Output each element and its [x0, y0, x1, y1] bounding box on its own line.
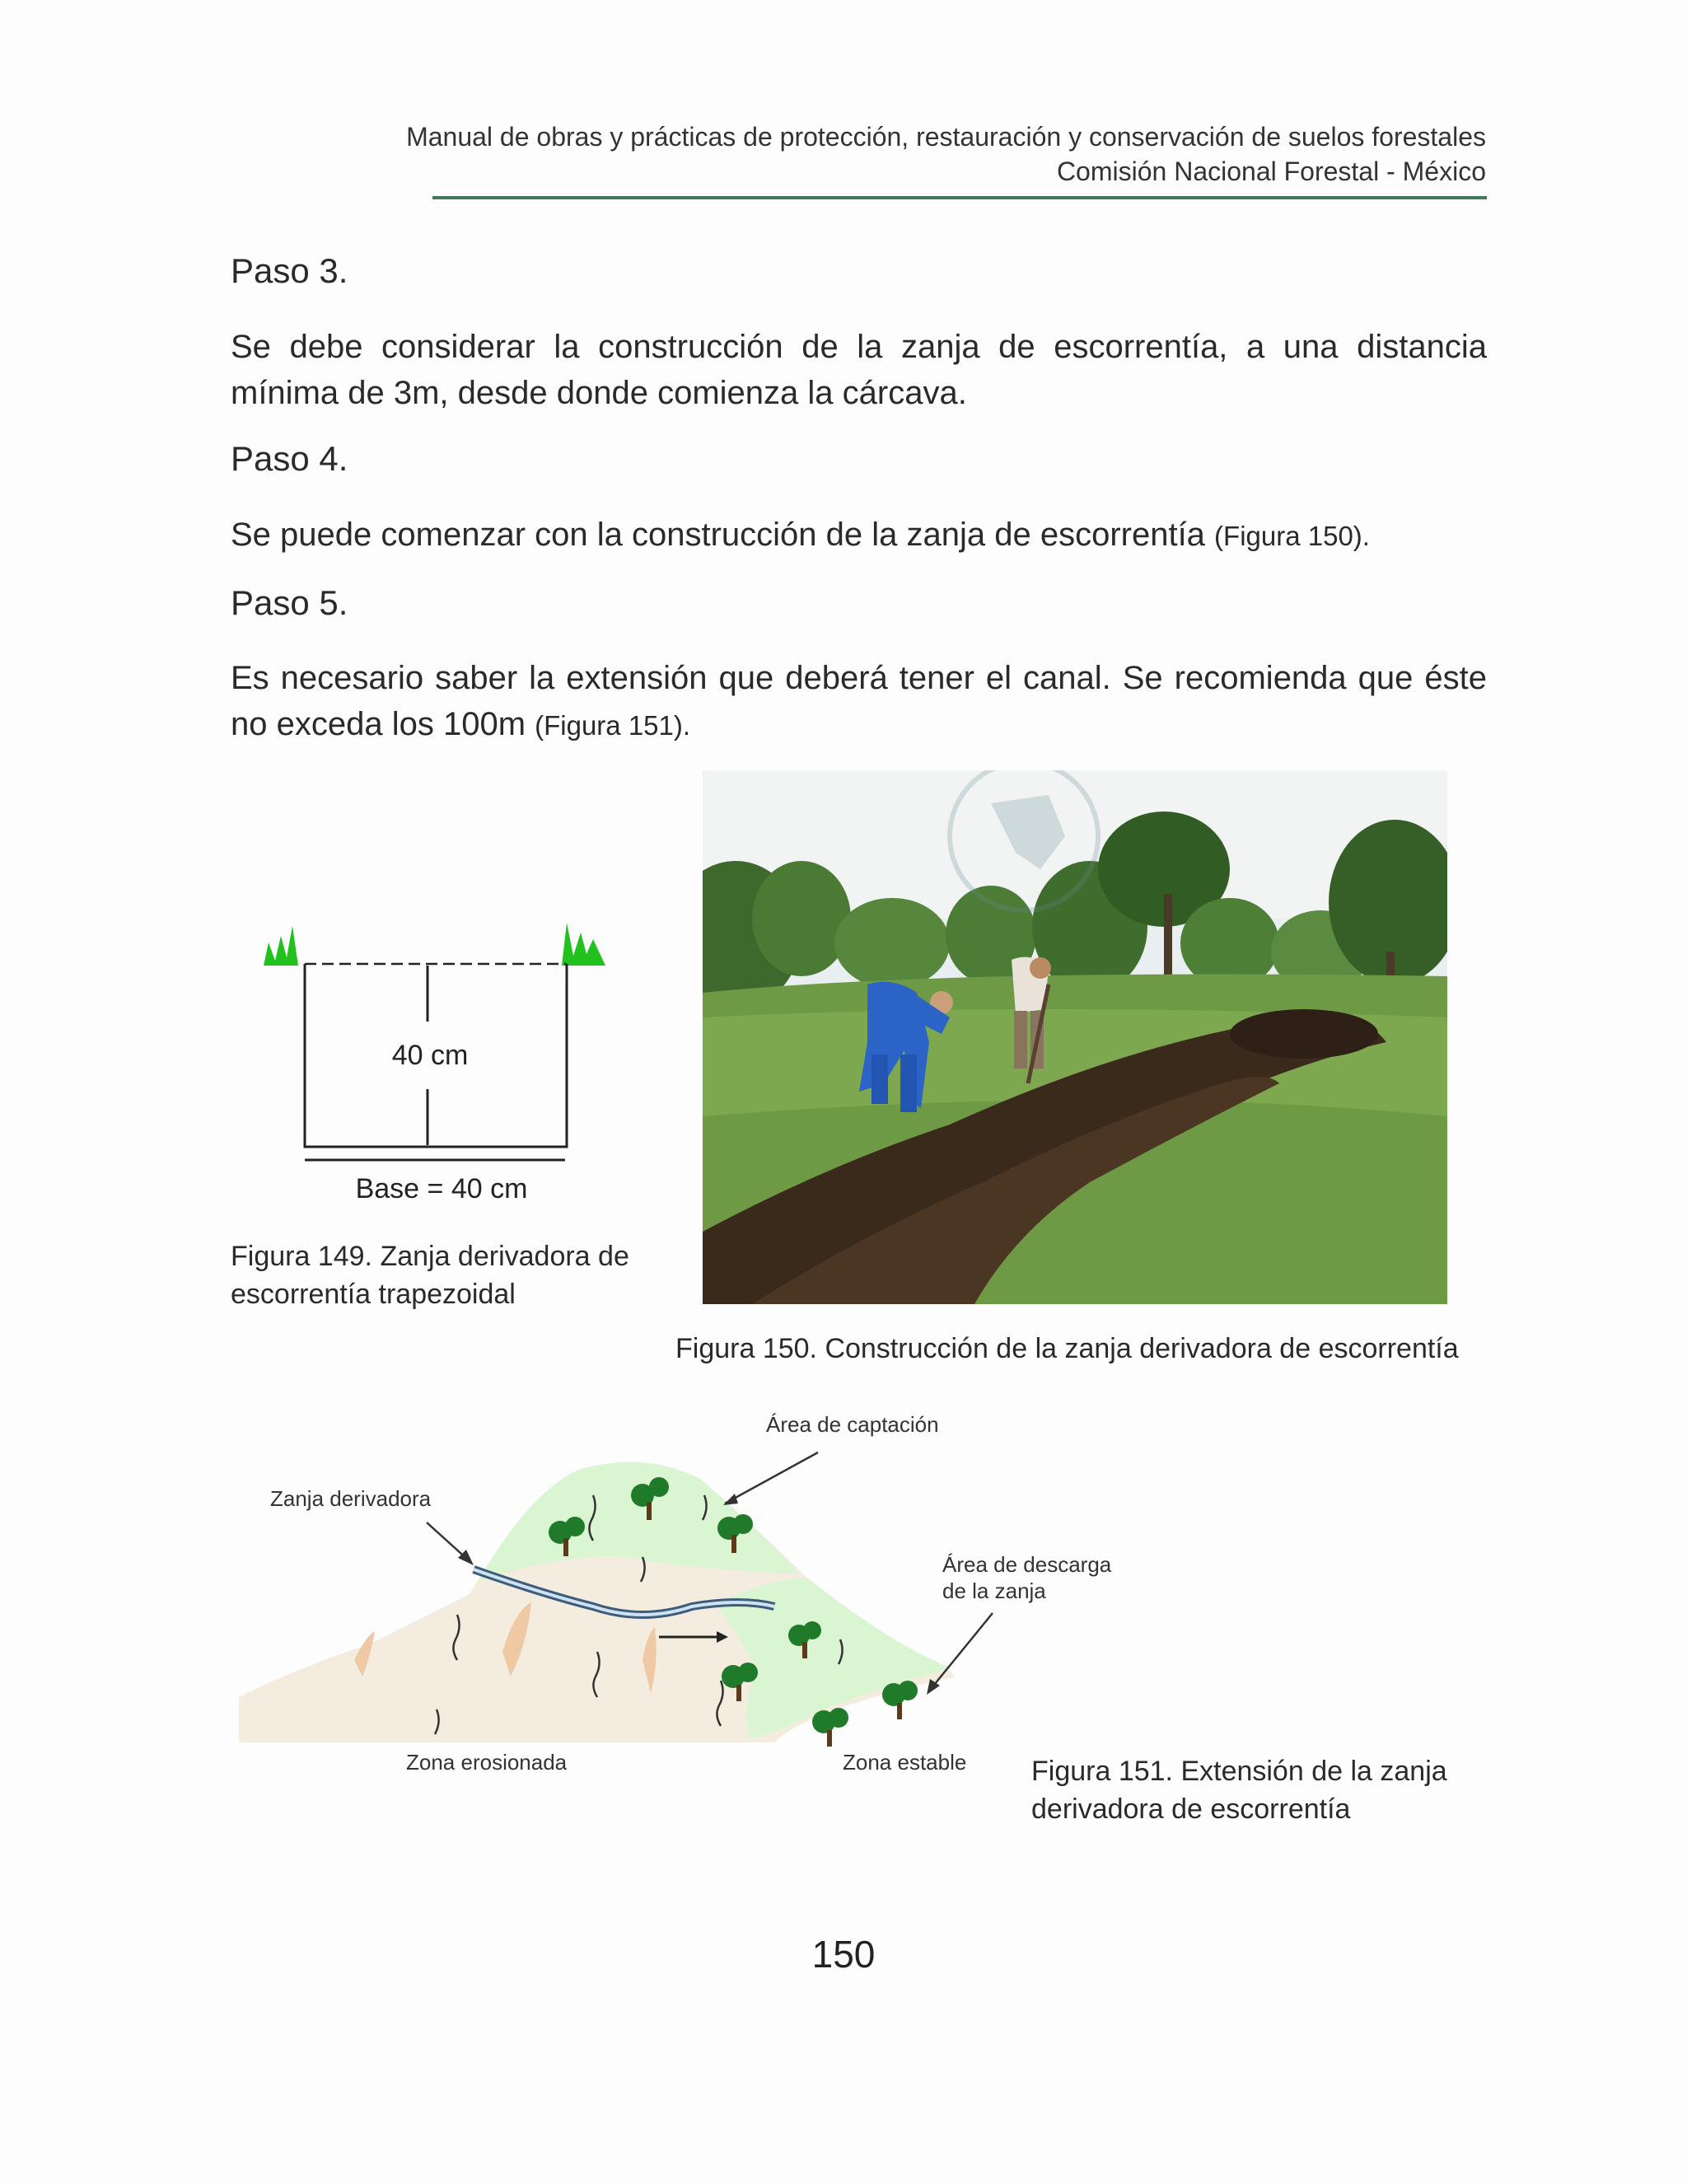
step-3-body: Se debe considerar la construcción de la zanja de escorrentía, a una distancia mínima de 3m, desde donde comienza la cárcava. [231, 329, 1487, 411]
figure-149-diagram [255, 906, 618, 1211]
figure-149-caption: Figura 149. Zanja derivadora de escorrentía trapezoidal [231, 1241, 629, 1310]
header-rule [432, 196, 1487, 199]
grass-left-icon [264, 926, 298, 966]
capture-area-pointer [725, 1452, 818, 1504]
step-5-body: Es necesario saber la extensión que deberá tener el canal. Se recomienda que éste no exceda los 100m [231, 660, 1487, 742]
step-4-title: Paso 4. [231, 439, 348, 478]
discharge-label-line1: Área de descarga [942, 1552, 1112, 1577]
discharge-label-line2: de la zanja [942, 1578, 1046, 1603]
step-5-text [231, 655, 1487, 749]
step-3-text [231, 324, 1487, 416]
step-4-body: Se puede comenzar con la construcción de la zanja de escorrentía [231, 517, 1215, 553]
discharge-pointer [931, 1613, 993, 1689]
grass-right-icon [562, 923, 605, 966]
height-label: 40 cm [391, 1040, 469, 1071]
step-3-title: Paso 3. [231, 251, 348, 290]
figure-151-caption: Figura 151. Extensión de la zanja derivadora de escorrentía [1031, 1756, 1447, 1825]
step-5-title: Paso 5. [231, 583, 348, 622]
header-subtitle: Comisión Nacional Forestal - México [1056, 157, 1486, 186]
eroded-zone-label: Zona erosionada [406, 1750, 568, 1775]
page-number: 150 [811, 1933, 876, 1976]
figure-150-caption: Figura 150. Construcción de la zanja derivadora de escorrentía [675, 1333, 1459, 1364]
step-4-text [231, 512, 1487, 559]
capture-area-label: Área de captación [766, 1412, 939, 1437]
figure-151-diagram [231, 1405, 1112, 1784]
figure-150-photo [703, 770, 1447, 1304]
step-4-figure-ref: (Figura 150). [1214, 521, 1370, 551]
step-5-figure-ref: (Figura 151). [535, 710, 691, 741]
stable-zone-label: Zona estable [843, 1750, 967, 1775]
ditch-label: Zanja derivadora [270, 1486, 432, 1511]
header-title: Manual de obras y prácticas de protección, restauración y conservación de suelos forestales [406, 122, 1486, 152]
base-label: Base = 40 cm [355, 1173, 528, 1204]
